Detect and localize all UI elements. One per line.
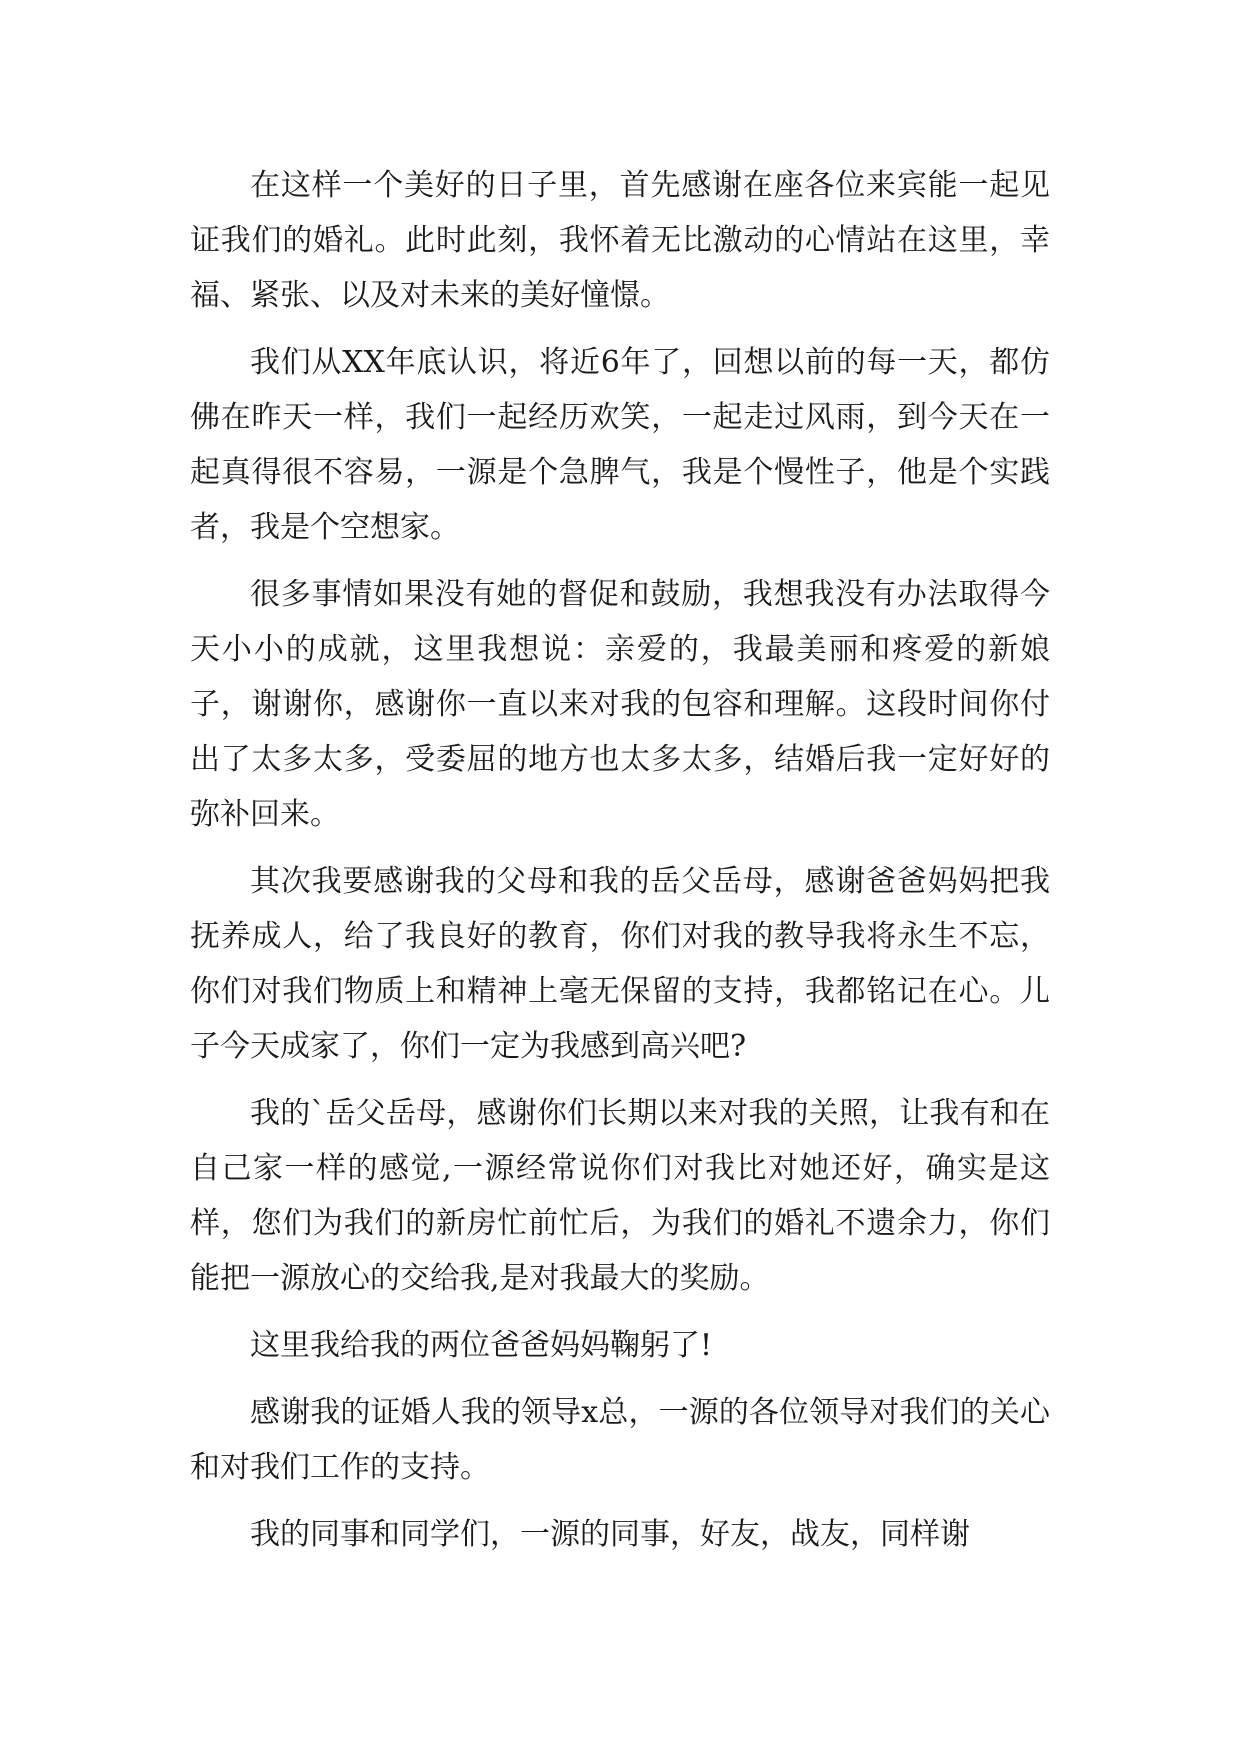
paragraph-4: 其次我要感谢我的父母和我的岳父岳母，感谢爸爸妈妈把我抚养成人，给了我良好的教育，你们对我的教导我将永生不忘，你们对我们物质上和精神上毫无保留的支持，我都铭记在心。儿子今天成家了，你们一定为我感到高兴吧?	[190, 864, 1050, 1064]
paragraph-3: 很多事情如果没有她的督促和鼓励，我想我没有办法取得今天小小的成就，这里我想说：亲爱的，我最美丽和疼爱的新娘子，谢谢你，感谢你一直以来对我的包容和理解。这段时间你付出了太多太多，受委屈的地方也太多太多，结婚后我一定好好的弥补回来。	[190, 577, 1050, 832]
paragraph-6: 这里我给我的两位爸爸妈妈鞠躬了!	[250, 1328, 713, 1363]
paragraph-1: 在这样一个美好的日子里，首先感谢在座各位来宾能一起见证我们的婚礼。此时此刻，我怀着无比激动的心情站在这里，幸福、紧张、以及对未来的美好憧憬。	[190, 168, 1050, 313]
paragraph-5: 我的`岳父岳母，感谢你们长期以来对我的关照，让我有和在自己家一样的感觉,一源经常说你们对我比对她还好，确实是这样，您们为我们的新房忙前忙后，为我们的婚礼不遗余力，你们能把一源放心的交给我,是对我最大的奖励。	[190, 1096, 1050, 1296]
speech-body	[190, 158, 1050, 1574]
paragraph-7: 感谢我的证婚人我的领导x总，一源的各位领导对我们的关心和对我们工作的支持。	[190, 1395, 1050, 1485]
paragraph-8: 我的同事和同学们，一源的同事，好友，战友，同样谢	[250, 1517, 970, 1552]
paragraph-2: 我们从XX年底认识，将近6年了，回想以前的每一天，都仿佛在昨天一样，我们一起经历欢笑，一起走过风雨，到今天在一起真得很不容易，一源是个急脾气，我是个慢性子，他是个实践者，我是个空想家。	[190, 345, 1050, 545]
